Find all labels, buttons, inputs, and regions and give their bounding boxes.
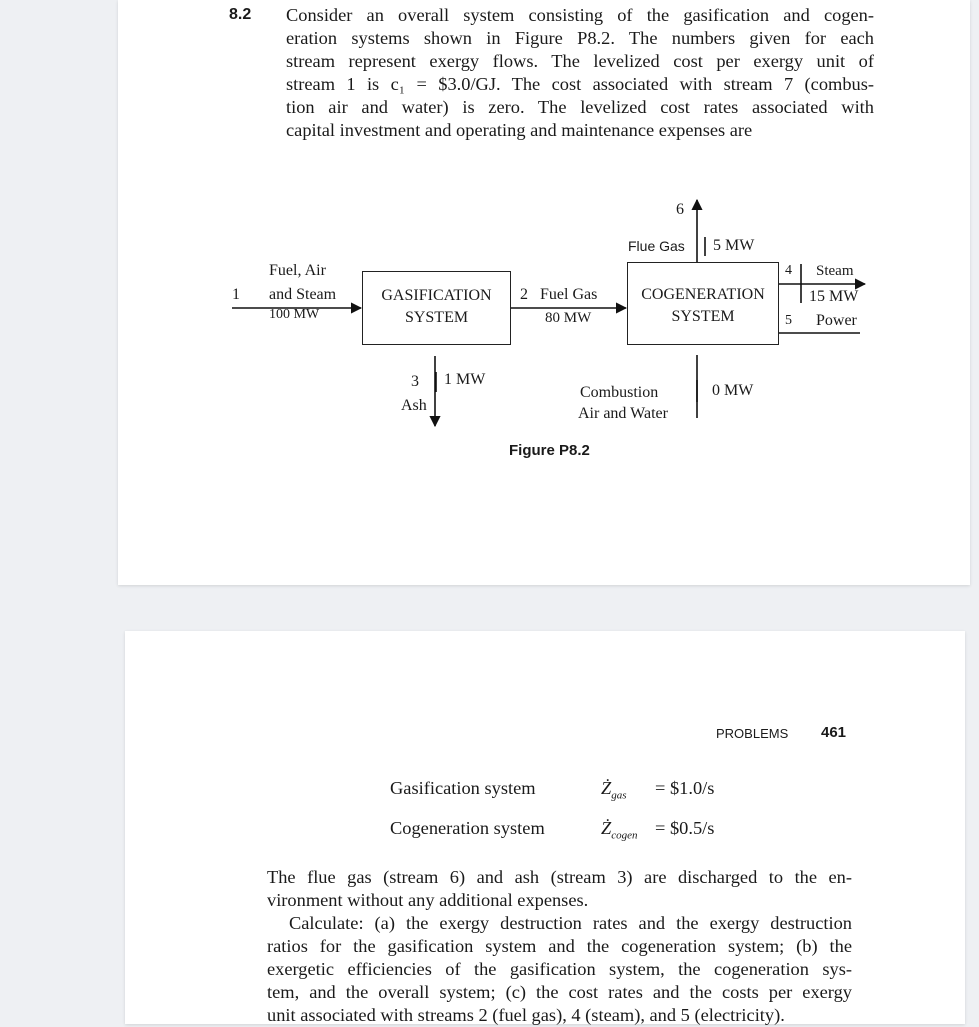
cost-value: = $1.0/s bbox=[655, 778, 715, 798]
stream-6-number: 6 bbox=[676, 201, 684, 218]
statement-line: capital investment and operating and maintenance expenses are bbox=[286, 120, 753, 140]
cost-value: = $0.5/s bbox=[655, 818, 715, 838]
figure-caption: Figure P8.2 bbox=[509, 442, 590, 459]
problem-statement bbox=[286, 4, 874, 142]
cost-label: Cogeneration system bbox=[390, 818, 545, 838]
cogeneration-system-box bbox=[627, 262, 779, 345]
cost-subscript: gas bbox=[611, 789, 627, 802]
stream-1-label: and Steam bbox=[269, 286, 337, 303]
cost-label: Gasification system bbox=[390, 778, 536, 798]
statement-line: Consider an overall system consisting of the gasification and cogen- bbox=[286, 5, 874, 25]
box-label: COGENERATION bbox=[641, 286, 765, 303]
stream-7-label: Air and Water bbox=[578, 405, 668, 422]
body-line: vironment without any additional expenses. bbox=[267, 890, 589, 910]
stream-3-label: Ash bbox=[401, 397, 427, 414]
statement-line: stream 1 is c₁ = $3.0/GJ. The cost associated with stream 7 (combus- bbox=[286, 74, 874, 94]
z-dot-symbol: Ż bbox=[601, 818, 612, 838]
body-line: The flue gas (stream 6) and ash (stream 3) are discharged to the en- bbox=[267, 867, 852, 887]
stream-6-value: 5 MW bbox=[713, 237, 755, 254]
stream-5-number: 5 bbox=[785, 313, 792, 328]
z-dot-symbol: Ż bbox=[601, 778, 612, 798]
stream-7-value: 0 MW bbox=[712, 382, 754, 399]
problem-number: 8.2 bbox=[229, 6, 252, 23]
stream-7-label: Combustion bbox=[580, 384, 659, 401]
stream-4-number: 4 bbox=[785, 263, 792, 278]
statement-line: eration systems shown in Figure P8.2. The numbers given for each bbox=[286, 28, 874, 48]
page-number: 461 bbox=[821, 724, 847, 741]
stream-1-value: 100 MW bbox=[269, 307, 320, 322]
statement-line: tion air and water) is zero. The levelized cost rates associated with bbox=[286, 97, 874, 117]
stream-6-label: Flue Gas bbox=[628, 238, 685, 254]
stream-3-number: 3 bbox=[411, 373, 419, 390]
stream-1-label: Fuel, Air bbox=[269, 262, 326, 279]
stream-5-label: Power bbox=[816, 312, 857, 329]
problem-continuation bbox=[267, 866, 852, 1027]
body-line: tem, and the overall system; (c) the cost rates and the costs per exergy bbox=[267, 982, 852, 1002]
body-line: Calculate: (a) the exergy destruction rates and the exergy destruction bbox=[289, 913, 852, 933]
stream-4-value: 15 MW bbox=[809, 288, 859, 305]
stream-4-label: Steam bbox=[816, 263, 854, 279]
box-label: SYSTEM bbox=[404, 309, 469, 326]
stream-2-number: 2 bbox=[520, 286, 528, 303]
running-header: PROBLEMS bbox=[716, 726, 789, 741]
box-label: GASIFICATION bbox=[381, 287, 492, 304]
stream-1-number: 1 bbox=[232, 286, 240, 303]
statement-line: stream represent exergy flows. The levelized cost per exergy unit of bbox=[286, 51, 874, 71]
cost-subscript: cogen bbox=[611, 829, 638, 842]
body-line: exergetic efficiencies of the gasification system, the cogeneration sys- bbox=[267, 959, 852, 979]
stream-2-value: 80 MW bbox=[545, 310, 592, 326]
stream-2-label: Fuel Gas bbox=[540, 286, 598, 303]
body-line: unit associated with streams 2 (fuel gas), 4 (steam), and 5 (electricity). bbox=[267, 1005, 785, 1025]
box-label: SYSTEM bbox=[671, 308, 735, 325]
cost-symbol bbox=[601, 818, 638, 842]
body-line: ratios for the gasification system and the cogeneration system; (b) the bbox=[267, 936, 852, 956]
cost-symbol bbox=[601, 778, 627, 802]
gasification-system-box bbox=[362, 271, 511, 345]
stream-3-value: 1 MW bbox=[444, 371, 486, 388]
